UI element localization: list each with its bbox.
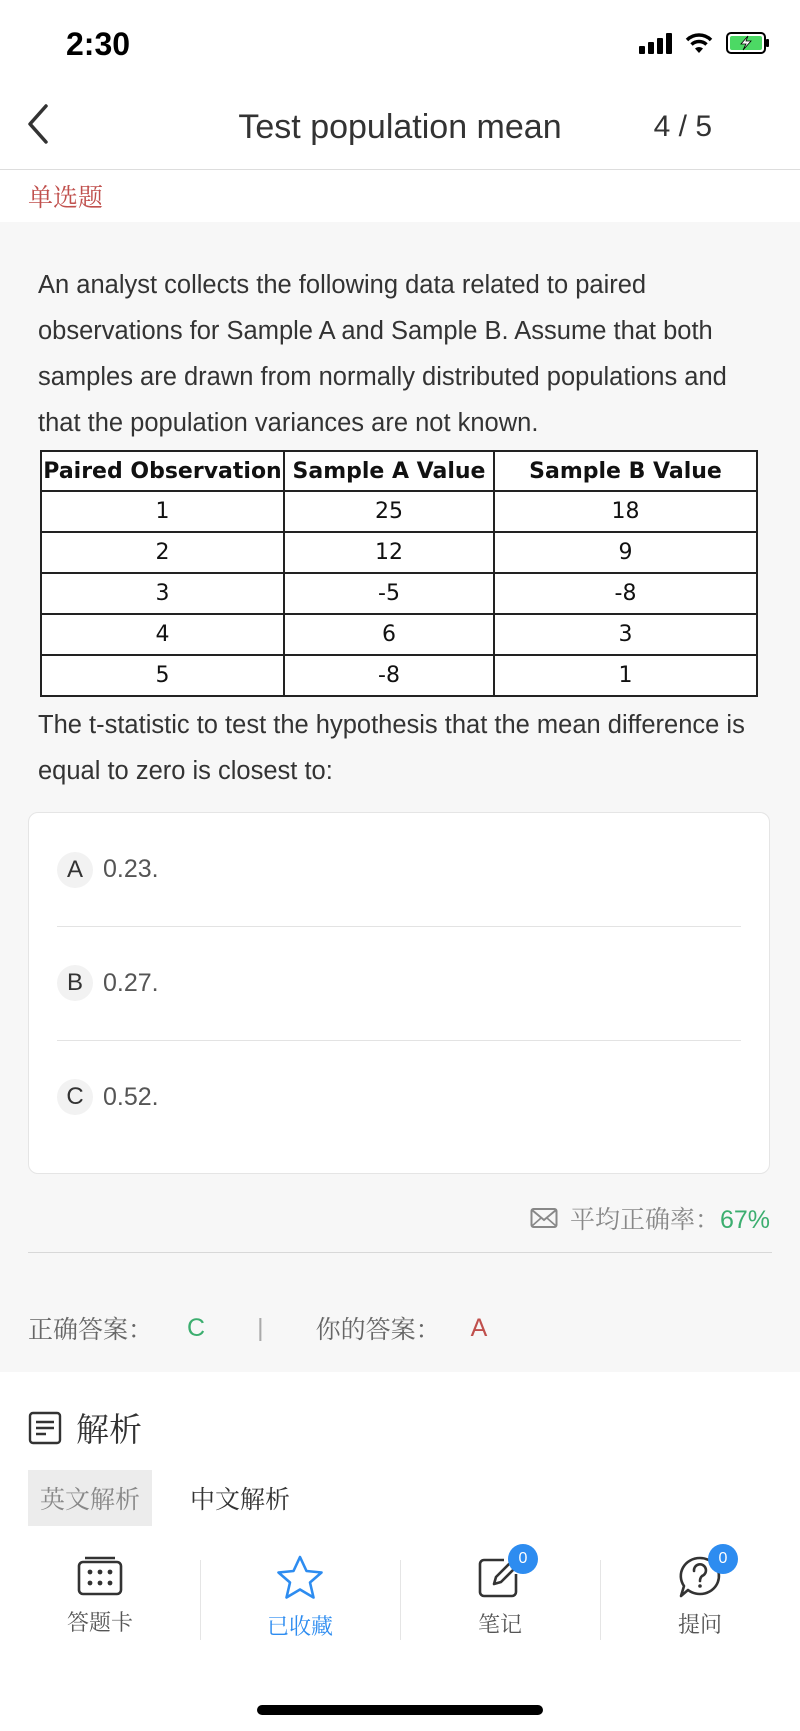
answer-card-button[interactable] [0, 1540, 200, 1660]
analysis-tabs [28, 1470, 302, 1526]
home-indicator[interactable] [257, 1705, 543, 1715]
question-prompt: The t-statistic to test the hypothesis that the mean difference is equal to zero is closest to: [38, 711, 745, 785]
notes-button[interactable] [400, 1540, 600, 1660]
tab-chinese-analysis[interactable]: 中文解析 [190, 1486, 291, 1514]
your-answer-label: 你的答案： [315, 1316, 441, 1344]
divider [28, 1252, 772, 1253]
notes-label: 笔记 [477, 1612, 522, 1637]
table-cell: 1 [494, 655, 757, 696]
table-row [41, 491, 757, 532]
bottom-toolbar [0, 1540, 800, 1660]
table-header: Sample B Value [494, 451, 757, 491]
question-text: An analyst collects the following data related to paired observations for Sample A and Sample B. Assume that both samples are drawn from normally distributed populations and that the population variances are not known. [38, 271, 727, 437]
table-cell: 6 [284, 614, 494, 655]
page-counter: 4 / 5 [653, 110, 712, 143]
table-cell: 4 [41, 614, 284, 655]
table-row [41, 614, 757, 655]
table-cell: -8 [494, 573, 757, 614]
average-accuracy [530, 1200, 770, 1236]
answer-summary [28, 1310, 487, 1346]
data-table [40, 450, 758, 697]
status-bar [0, 0, 800, 88]
question-type: 单选题 [28, 184, 104, 212]
tab-english-analysis[interactable]: 英文解析 [28, 1470, 152, 1526]
table-cell: 18 [494, 491, 757, 532]
table-cell: 12 [284, 532, 494, 573]
table-header: Paired Observation [41, 451, 284, 491]
answer-separator: | [257, 1313, 264, 1342]
option-letter: A [57, 852, 93, 888]
ask-button[interactable] [600, 1540, 800, 1660]
analysis-title: 解析 [76, 1411, 142, 1448]
table-cell: -8 [284, 655, 494, 696]
answer-card-icon [75, 1554, 125, 1598]
options-card [28, 812, 770, 1174]
nav-bar [0, 88, 800, 170]
notes-count-badge: 0 [508, 1544, 538, 1574]
table-row [41, 532, 757, 573]
accuracy-value: 67% [719, 1206, 770, 1234]
accuracy-label: 平均正确率： [569, 1206, 720, 1234]
table-row [41, 573, 757, 614]
table-header: Sample A Value [284, 451, 494, 491]
status-icons [639, 32, 770, 54]
star-icon [274, 1554, 326, 1602]
table-cell: -5 [284, 573, 494, 614]
table-header-row [41, 451, 757, 491]
status-time: 2:30 [66, 26, 131, 62]
mail-icon [530, 1206, 558, 1230]
option-text: 0.52. [103, 1082, 159, 1111]
option-letter: C [57, 1079, 93, 1115]
option-b[interactable] [57, 926, 741, 1039]
ask-count-badge: 0 [708, 1544, 738, 1574]
favorite-label: 已收藏 [266, 1614, 333, 1639]
table-row [41, 655, 757, 696]
page-title: Test population mean [238, 108, 562, 146]
table-cell: 2 [41, 532, 284, 573]
table-cell: 25 [284, 491, 494, 532]
option-letter: B [57, 965, 93, 1001]
ask-label: 提问 [677, 1612, 722, 1637]
correct-answer-value: C [187, 1313, 206, 1342]
signal-icon [639, 32, 672, 54]
analysis-header [28, 1404, 142, 1451]
answer-card-label: 答题卡 [66, 1610, 133, 1635]
table-cell: 9 [494, 532, 757, 573]
table-cell: 1 [41, 491, 284, 532]
table-cell: 5 [41, 655, 284, 696]
your-answer-value: A [470, 1313, 488, 1342]
option-text: 0.23. [103, 855, 159, 883]
option-a[interactable] [57, 813, 741, 926]
option-c[interactable] [57, 1040, 741, 1153]
table-cell: 3 [41, 573, 284, 614]
wifi-icon [684, 32, 714, 54]
battery-charging-icon [726, 32, 770, 54]
table-cell: 3 [494, 614, 757, 655]
option-text: 0.27. [103, 968, 159, 997]
document-list-icon [28, 1411, 62, 1445]
question-area [0, 222, 800, 1372]
correct-answer-label: 正确答案： [28, 1316, 154, 1344]
favorite-button[interactable] [200, 1540, 400, 1660]
